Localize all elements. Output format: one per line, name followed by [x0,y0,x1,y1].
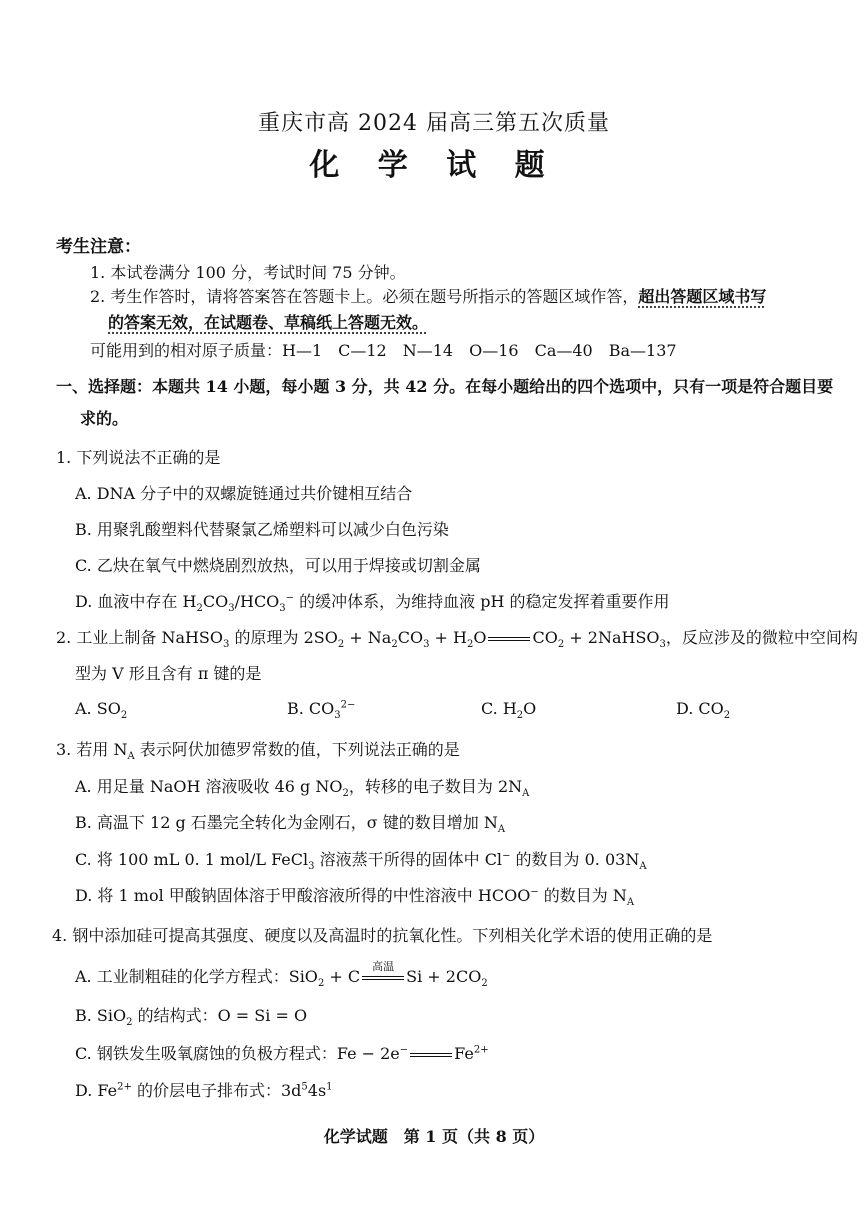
q2-stem: 2. 工业上制备 NaHSO$_3$ 的原理为 $2SO_2 + Na_2CO_3 + H_2O$ $CO_2$ + 2NaHSO$_3$，反应涉及的微粒中空间构 [56,628,858,651]
notice-heading: 考生注意： [56,237,141,257]
page-footer: 化学试题 第 1 页（共 8 页） [323,1127,545,1146]
q3-option-d: D. 将 1 mol 甲酸钠固体溶于甲酸溶液所得的中性溶液中 HCOO− 的数目为 $N_A$ [75,886,635,909]
reaction-condition: 高温 [360,970,406,986]
notice-item-2: 2. 考生作答时，请将答案答在答题卡上。必须在题号所指示的答题区域作答，超出答题区域书写 [90,287,767,306]
q1-option-c: C. 乙炔在氧气中燃烧剧烈放热，可以用于焊接或切割金属 [75,556,481,575]
q2-stem-cont: 型为 V 形且含有 π 键的是 [75,664,262,683]
exam-title: 化 学 试 题 [309,148,559,183]
section-heading: 一、选择题：本题共 14 小题，每小题 3 分，共 42 分。在每小题给出的四个选项中，只有一项是符合题目要 [56,377,834,396]
q1-option-b: B. 用聚乳酸塑料代替聚氯乙烯塑料可以减少白色污染 [75,520,449,539]
section-heading-cont: 求的。 [80,409,129,428]
q3-option-c: C. 将 100 mL 0. 1 mol/L FeCl$_3$ 溶液蒸干所得的固体中 Cl− 的数目为 0. $03N_A$ [75,850,647,873]
notice-item-1: 1. 本试卷满分 100 分，考试时间 75 分钟。 [90,263,406,282]
equals-sign [486,631,532,647]
q3-option-b: B. 高温下 12 g 石墨完全转化为金刚石，σ 键的数目增加 $N_A$ [75,813,506,836]
q4-option-b: B. SiO$_2$ 的结构式：O = Si = O [75,1006,308,1029]
equals-sign [408,1047,454,1063]
q3-stem: 3. 若用 $N_A$ 表示阿伏加德罗常数的值，下列说法正确的是 [56,740,460,763]
q1-stem: 1. 下列说法不正确的是 [56,448,221,467]
notice-item-2-cont: 的答案无效，在试题卷、草稿纸上答题无效。 [108,313,429,332]
q4-stem: 4. 钢中添加硅可提高其强度、硬度以及高温时的抗氧化性。下列相关化学术语的使用正确的是 [52,926,713,945]
q4-option-c: C. 钢铁发生吸氧腐蚀的负极方程式：Fe − 2e− $Fe^{2+}$ [75,1044,489,1063]
q3-option-a: A. 用足量 NaOH 溶液吸收 46 g $NO_2$，转移的电子数目为 $2N_A$ [75,777,530,800]
q2-option-d: D. $CO_2$ [676,699,731,722]
q2-option-b: B. $CO_3^{2-}$ [287,699,356,722]
q2-option-a: A. $SO_2$ [75,699,128,722]
exam-subtitle: 重庆市高 2024 届高三第五次质量 [258,111,610,136]
atomic-masses: 可能用到的相对原子质量：H—1 C—12 N—14 O—16 Ca—40 Ba—137 [90,341,677,360]
q1-option-a: A. DNA 分子中的双螺旋链通过共价键相互结合 [75,484,413,503]
q4-option-a: A. 工业制粗硅的化学方程式：SiO$_2$ + C 高温 $Si + 2CO_2$ [75,959,488,990]
q2-option-c: C. $H_2O$ [481,699,537,722]
q1-option-d: D. 血液中存在 $H_2CO_3/HCO_3^-$ 的缓冲体系，为维持血液 pH 的稳定发挥着重要作用 [75,592,670,615]
q4-option-d: D. $Fe^{2+}$ 的价层电子排布式：$3d^54s^1$ [75,1081,333,1100]
